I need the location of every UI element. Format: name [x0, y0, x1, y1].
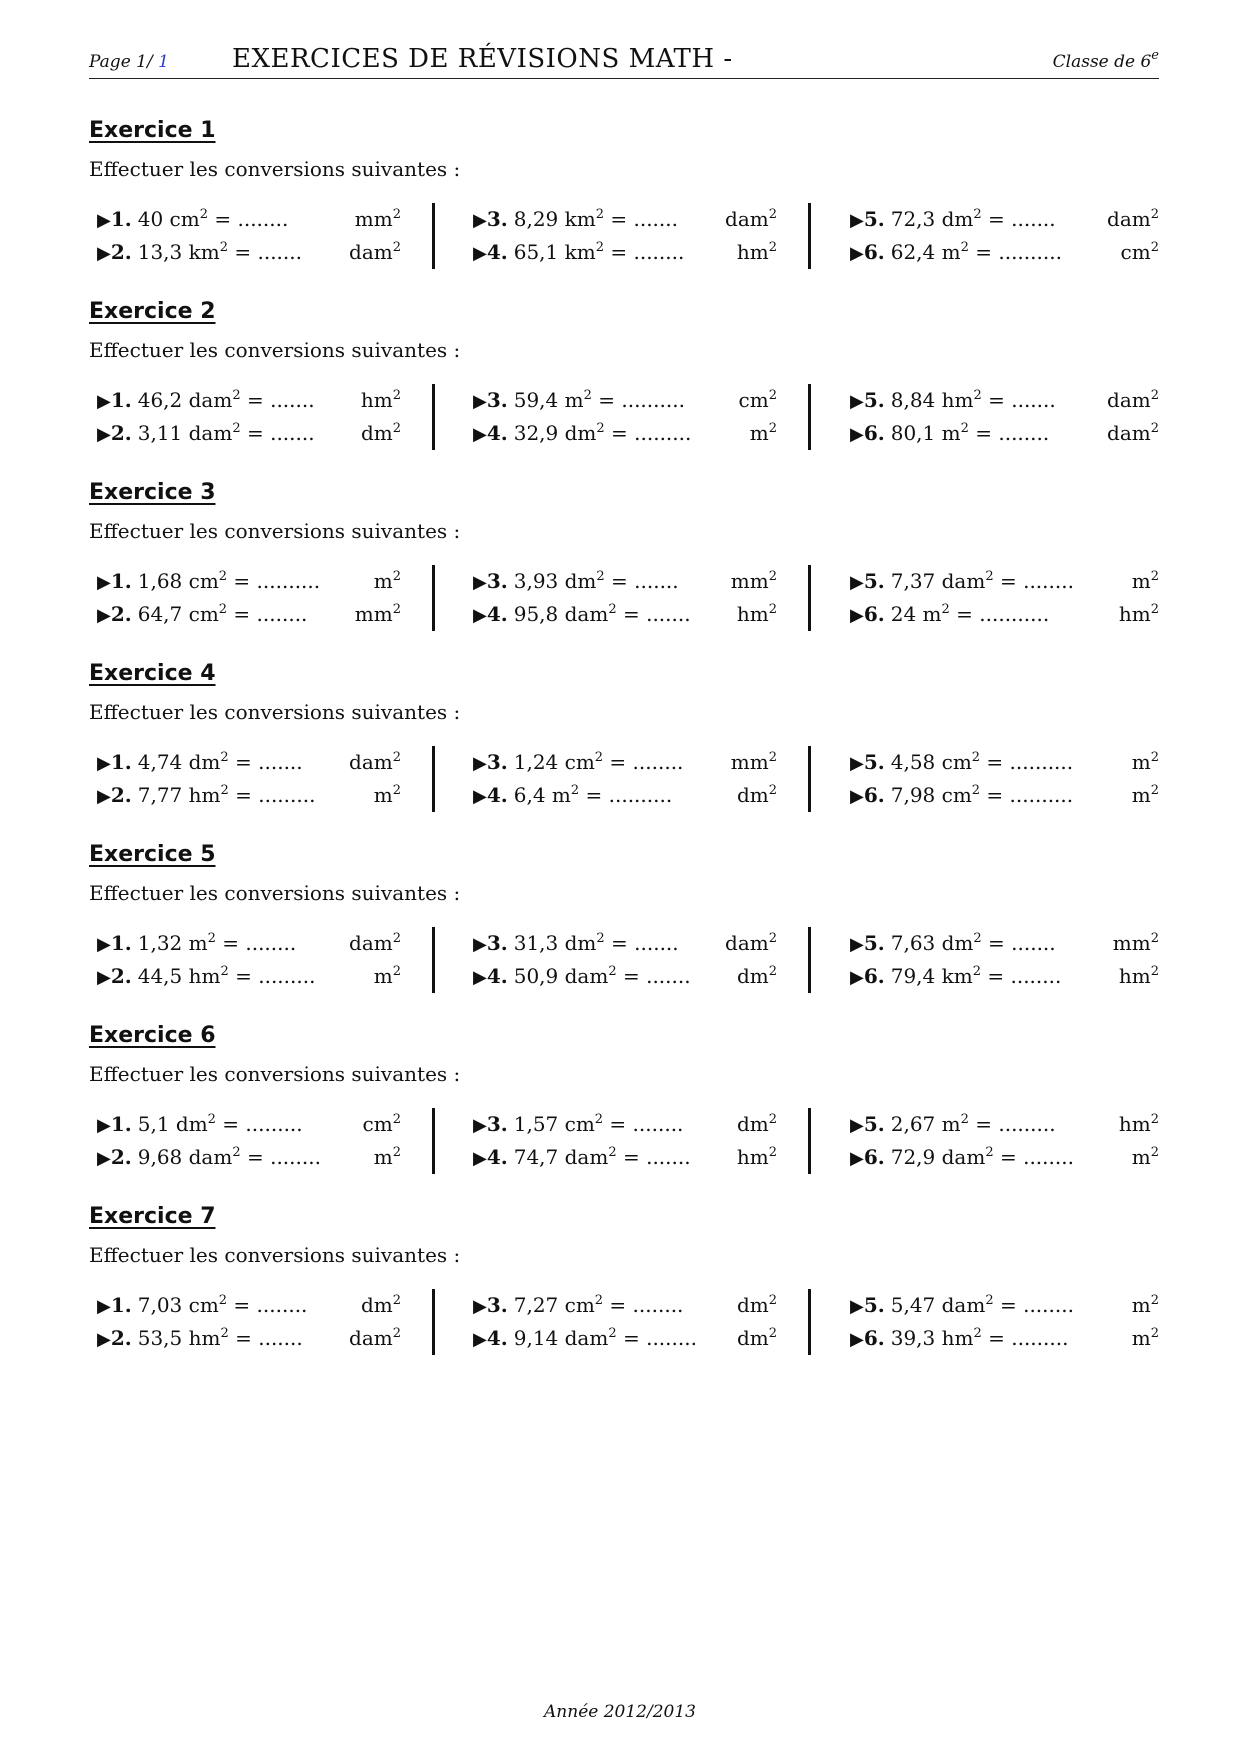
triangle-bullet-icon: ▶ — [473, 967, 487, 988]
conversion-item — [97, 1322, 401, 1355]
conversion-item — [850, 417, 1159, 450]
item-number: 1. — [110, 1112, 132, 1136]
class-label-text: Classe de 6 — [1052, 52, 1152, 72]
conversion-item — [850, 960, 1159, 993]
item-number: 4. — [486, 1145, 508, 1169]
item-number: 2. — [110, 1145, 132, 1169]
target-unit: $m^2$ — [1131, 569, 1159, 593]
conversion-column-3 — [850, 1108, 1159, 1174]
target-unit: $mm^2$ — [354, 602, 401, 626]
conversion-grid — [89, 1289, 1159, 1359]
conversion-column-2 — [473, 203, 777, 269]
conversion-expression: 80,1 $m^2$ = ........ — [890, 421, 1050, 445]
exercise-instruction: Effectuer les conversions suivantes : — [89, 1243, 461, 1267]
target-unit: $m^2$ — [373, 964, 401, 988]
triangle-bullet-icon: ▶ — [850, 934, 864, 955]
exercise-title: Exercice 2 — [89, 299, 216, 324]
exercise-instruction: Effectuer les conversions suivantes : — [89, 157, 461, 181]
conversion-item — [97, 598, 401, 631]
exercise-title: Exercice 3 — [89, 480, 216, 505]
triangle-bullet-icon: ▶ — [97, 424, 111, 445]
conversion-expression: 7,03 $cm^2$ = ........ — [137, 1293, 308, 1317]
triangle-bullet-icon: ▶ — [850, 391, 864, 412]
target-unit: $dm^2$ — [360, 421, 401, 445]
conversion-grid — [89, 384, 1159, 454]
triangle-bullet-icon: ▶ — [97, 1329, 111, 1350]
conversion-column-1 — [97, 384, 401, 450]
conversion-expression: 31,3 $dm^2$ = ....... — [513, 931, 679, 955]
target-unit: dam$^2$ — [1107, 207, 1159, 231]
triangle-bullet-icon: ▶ — [473, 1115, 487, 1136]
item-number: 5. — [863, 569, 885, 593]
column-separator-2 — [808, 384, 811, 450]
target-unit: dam$^2$ — [349, 240, 401, 264]
conversion-expression: 72,9 dam$^2$ = ........ — [890, 1145, 1074, 1169]
target-unit: $cm^2$ — [362, 1112, 401, 1136]
target-unit: $hm^2$ — [736, 1145, 777, 1169]
conversion-expression: 9,14 dam$^2$ = ........ — [513, 1326, 697, 1350]
target-unit: dam$^2$ — [1107, 388, 1159, 412]
target-unit: $mm^2$ — [1112, 931, 1159, 955]
column-separator-1 — [432, 565, 435, 631]
conversion-expression: 39,3 $hm^2$ = ......... — [890, 1326, 1069, 1350]
target-unit: $hm^2$ — [1118, 602, 1159, 626]
conversion-item — [97, 236, 401, 269]
target-unit: $mm^2$ — [730, 750, 777, 774]
triangle-bullet-icon: ▶ — [97, 572, 111, 593]
triangle-bullet-icon: ▶ — [473, 572, 487, 593]
conversion-expression: 7,63 $dm^2$ = ....... — [890, 931, 1056, 955]
conversion-item — [473, 1322, 777, 1355]
conversion-column-3 — [850, 927, 1159, 993]
conversion-expression: 7,98 $cm^2$ = .......... — [890, 783, 1074, 807]
triangle-bullet-icon: ▶ — [473, 753, 487, 774]
conversion-item — [473, 598, 777, 631]
conversion-expression: 64,7 $cm^2$ = ........ — [137, 602, 308, 626]
conversion-expression: 8,29 $km^2$ = ....... — [513, 207, 678, 231]
conversion-item — [473, 927, 777, 960]
triangle-bullet-icon: ▶ — [473, 786, 487, 807]
triangle-bullet-icon: ▶ — [97, 605, 111, 626]
item-number: 5. — [863, 931, 885, 955]
page-number — [89, 52, 169, 72]
item-number: 3. — [486, 207, 508, 231]
item-number: 2. — [110, 1326, 132, 1350]
conversion-expression: 3,11 dam$^2$ = ....... — [137, 421, 315, 445]
item-number: 2. — [110, 421, 132, 445]
triangle-bullet-icon: ▶ — [97, 753, 111, 774]
conversion-item — [97, 565, 401, 598]
item-number: 3. — [486, 1112, 508, 1136]
conversion-grid — [89, 1108, 1159, 1178]
column-separator-2 — [808, 203, 811, 269]
target-unit: $hm^2$ — [736, 240, 777, 264]
conversion-item — [850, 1141, 1159, 1174]
item-number: 1. — [110, 750, 132, 774]
exercise-5 — [89, 842, 1159, 997]
conversion-expression: 7,77 $hm^2$ = ......... — [137, 783, 316, 807]
column-separator-2 — [808, 746, 811, 812]
conversion-column-2 — [473, 384, 777, 450]
conversion-column-2 — [473, 1289, 777, 1355]
triangle-bullet-icon: ▶ — [97, 210, 111, 231]
conversion-item — [97, 960, 401, 993]
conversion-item — [97, 203, 401, 236]
conversion-column-1 — [97, 1289, 401, 1355]
triangle-bullet-icon: ▶ — [850, 605, 864, 626]
target-unit: $m^2$ — [373, 569, 401, 593]
target-unit: dam$^2$ — [349, 931, 401, 955]
target-unit: $m^2$ — [373, 1145, 401, 1169]
class-label — [1052, 48, 1159, 72]
target-unit: dam$^2$ — [725, 931, 777, 955]
target-unit: $m^2$ — [373, 783, 401, 807]
triangle-bullet-icon: ▶ — [850, 424, 864, 445]
item-number: 1. — [110, 207, 132, 231]
triangle-bullet-icon: ▶ — [97, 391, 111, 412]
triangle-bullet-icon: ▶ — [473, 1148, 487, 1169]
conversion-item — [850, 927, 1159, 960]
item-number: 5. — [863, 388, 885, 412]
conversion-expression: 79,4 $km^2$ = ........ — [890, 964, 1062, 988]
conversion-expression: 13,3 $km^2$ = ....... — [137, 240, 302, 264]
conversion-item — [850, 779, 1159, 812]
triangle-bullet-icon: ▶ — [850, 1148, 864, 1169]
conversion-expression: 44,5 $hm^2$ = ......... — [137, 964, 316, 988]
exercise-6 — [89, 1023, 1159, 1178]
triangle-bullet-icon: ▶ — [473, 391, 487, 412]
target-unit: $m^2$ — [1131, 750, 1159, 774]
column-separator-1 — [432, 384, 435, 450]
conversion-column-2 — [473, 565, 777, 631]
target-unit: $dm^2$ — [736, 1112, 777, 1136]
column-separator-1 — [432, 203, 435, 269]
conversion-item — [97, 927, 401, 960]
conversion-column-1 — [97, 1108, 401, 1174]
conversion-grid — [89, 927, 1159, 997]
item-number: 3. — [486, 931, 508, 955]
conversion-expression: 7,27 $cm^2$ = ........ — [513, 1293, 684, 1317]
item-number: 6. — [863, 240, 885, 264]
exercise-instruction: Effectuer les conversions suivantes : — [89, 519, 461, 543]
conversion-item — [473, 236, 777, 269]
conversion-expression: 4,74 $dm^2$ = ....... — [137, 750, 303, 774]
item-number: 4. — [486, 783, 508, 807]
target-unit: $hm^2$ — [1118, 1112, 1159, 1136]
exercise-4 — [89, 661, 1159, 816]
conversion-grid — [89, 565, 1159, 635]
conversion-item — [850, 1289, 1159, 1322]
triangle-bullet-icon: ▶ — [97, 786, 111, 807]
conversion-item — [473, 565, 777, 598]
column-separator-1 — [432, 1108, 435, 1174]
target-unit: $hm^2$ — [1118, 964, 1159, 988]
conversion-item — [473, 746, 777, 779]
conversion-item — [473, 384, 777, 417]
exercise-instruction: Effectuer les conversions suivantes : — [89, 881, 461, 905]
conversion-item — [473, 1108, 777, 1141]
item-number: 3. — [486, 388, 508, 412]
triangle-bullet-icon: ▶ — [97, 1148, 111, 1169]
conversion-expression: 5,47 dam$^2$ = ........ — [890, 1293, 1074, 1317]
conversion-expression: 59,4 $m^2$ = .......... — [513, 388, 685, 412]
conversion-column-3 — [850, 746, 1159, 812]
conversion-expression: 7,37 dam$^2$ = ........ — [890, 569, 1074, 593]
triangle-bullet-icon: ▶ — [850, 786, 864, 807]
triangle-bullet-icon: ▶ — [97, 967, 111, 988]
conversion-item — [850, 236, 1159, 269]
exercise-title: Exercice 5 — [89, 842, 216, 867]
item-number: 4. — [486, 964, 508, 988]
column-separator-1 — [432, 927, 435, 993]
triangle-bullet-icon: ▶ — [473, 424, 487, 445]
conversion-column-3 — [850, 565, 1159, 631]
column-separator-1 — [432, 746, 435, 812]
conversion-item — [97, 1289, 401, 1322]
exercise-title: Exercice 7 — [89, 1204, 216, 1229]
item-number: 3. — [486, 569, 508, 593]
conversion-item — [850, 565, 1159, 598]
triangle-bullet-icon: ▶ — [473, 210, 487, 231]
target-unit: $cm^2$ — [738, 388, 777, 412]
item-number: 4. — [486, 602, 508, 626]
item-number: 6. — [863, 602, 885, 626]
conversion-item — [97, 779, 401, 812]
item-number: 2. — [110, 240, 132, 264]
triangle-bullet-icon: ▶ — [97, 934, 111, 955]
column-separator-2 — [808, 1108, 811, 1174]
conversion-item — [97, 1108, 401, 1141]
target-unit: $dm^2$ — [736, 1293, 777, 1317]
conversion-expression: 32,9 $dm^2$ = ......... — [513, 421, 692, 445]
conversion-column-3 — [850, 1289, 1159, 1355]
conversion-grid — [89, 203, 1159, 273]
triangle-bullet-icon: ▶ — [473, 934, 487, 955]
conversion-expression: 46,2 dam$^2$ = ....... — [137, 388, 315, 412]
conversion-item — [850, 203, 1159, 236]
exercise-3 — [89, 480, 1159, 635]
item-number: 5. — [863, 750, 885, 774]
page-footer: Année 2012/2013 — [544, 1702, 696, 1722]
triangle-bullet-icon: ▶ — [850, 243, 864, 264]
conversion-expression: 1,24 $cm^2$ = ........ — [513, 750, 684, 774]
conversion-expression: 9,68 dam$^2$ = ........ — [137, 1145, 321, 1169]
exercise-2 — [89, 299, 1159, 454]
triangle-bullet-icon: ▶ — [473, 1296, 487, 1317]
conversion-expression: 5,1 $dm^2$ = ......... — [137, 1112, 303, 1136]
item-number: 4. — [486, 1326, 508, 1350]
triangle-bullet-icon: ▶ — [97, 1296, 111, 1317]
conversion-item — [97, 384, 401, 417]
target-unit: dam$^2$ — [349, 750, 401, 774]
item-number: 1. — [110, 569, 132, 593]
column-separator-1 — [432, 1289, 435, 1355]
conversion-item — [850, 384, 1159, 417]
conversion-expression: 50,9 dam$^2$ = ....... — [513, 964, 691, 988]
conversion-item — [850, 598, 1159, 631]
item-number: 2. — [110, 964, 132, 988]
item-number: 6. — [863, 964, 885, 988]
conversion-item — [473, 779, 777, 812]
conversion-expression: 2,67 $m^2$ = ......... — [890, 1112, 1056, 1136]
conversion-expression: 8,84 $hm^2$ = ....... — [890, 388, 1056, 412]
item-number: 6. — [863, 783, 885, 807]
target-unit: dam$^2$ — [725, 207, 777, 231]
conversion-item — [850, 746, 1159, 779]
exercise-title: Exercice 1 — [89, 118, 216, 143]
triangle-bullet-icon: ▶ — [850, 1115, 864, 1136]
triangle-bullet-icon: ▶ — [850, 210, 864, 231]
column-separator-2 — [808, 927, 811, 993]
item-number: 3. — [486, 1293, 508, 1317]
conversion-grid — [89, 746, 1159, 816]
item-number: 1. — [110, 931, 132, 955]
target-unit: $mm^2$ — [730, 569, 777, 593]
item-number: 6. — [863, 1145, 885, 1169]
triangle-bullet-icon: ▶ — [850, 1296, 864, 1317]
target-unit: $dm^2$ — [736, 783, 777, 807]
target-unit: $hm^2$ — [360, 388, 401, 412]
target-unit: $m^2$ — [1131, 1145, 1159, 1169]
target-unit: dam$^2$ — [349, 1326, 401, 1350]
item-number: 6. — [863, 1326, 885, 1350]
triangle-bullet-icon: ▶ — [850, 753, 864, 774]
item-number: 6. — [863, 421, 885, 445]
triangle-bullet-icon: ▶ — [850, 967, 864, 988]
conversion-item — [473, 1141, 777, 1174]
conversion-expression: 62,4 $m^2$ = .......... — [890, 240, 1062, 264]
conversion-expression: 53,5 $hm^2$ = ....... — [137, 1326, 303, 1350]
triangle-bullet-icon: ▶ — [473, 1329, 487, 1350]
conversion-column-1 — [97, 927, 401, 993]
conversion-column-2 — [473, 1108, 777, 1174]
conversion-expression: 1,57 $cm^2$ = ........ — [513, 1112, 684, 1136]
conversion-expression: 65,1 $km^2$ = ........ — [513, 240, 685, 264]
triangle-bullet-icon: ▶ — [850, 1329, 864, 1350]
class-label-sup: e — [1151, 48, 1159, 63]
item-number: 5. — [863, 1293, 885, 1317]
triangle-bullet-icon: ▶ — [97, 243, 111, 264]
triangle-bullet-icon: ▶ — [850, 572, 864, 593]
page-total-link[interactable]: 1 — [158, 52, 169, 72]
item-number: 1. — [110, 1293, 132, 1317]
item-number: 4. — [486, 240, 508, 264]
document-title: EXERCICES DE RÉVISIONS MATH - — [232, 44, 733, 74]
conversion-item — [850, 1322, 1159, 1355]
triangle-bullet-icon: ▶ — [473, 605, 487, 626]
exercise-1 — [89, 118, 1159, 273]
item-number: 3. — [486, 750, 508, 774]
exercise-title: Exercice 4 — [89, 661, 216, 686]
conversion-expression: 40 $cm^2$ = ........ — [137, 207, 289, 231]
conversion-item — [97, 746, 401, 779]
exercise-title: Exercice 6 — [89, 1023, 216, 1048]
exercise-instruction: Effectuer les conversions suivantes : — [89, 1062, 461, 1086]
target-unit: $dm^2$ — [736, 1326, 777, 1350]
target-unit: $m^2$ — [1131, 1326, 1159, 1350]
conversion-column-1 — [97, 565, 401, 631]
page-prefix: Page 1/ — [89, 52, 159, 72]
conversion-column-2 — [473, 746, 777, 812]
item-number: 4. — [486, 421, 508, 445]
conversion-item — [97, 417, 401, 450]
conversion-expression: 1,68 $cm^2$ = .......... — [137, 569, 321, 593]
item-number: 5. — [863, 1112, 885, 1136]
conversion-item — [850, 1108, 1159, 1141]
conversion-expression: 74,7 dam$^2$ = ....... — [513, 1145, 691, 1169]
conversion-item — [473, 1289, 777, 1322]
conversion-item — [473, 417, 777, 450]
target-unit: $m^2$ — [1131, 783, 1159, 807]
item-number: 2. — [110, 602, 132, 626]
exercise-7 — [89, 1204, 1159, 1359]
conversion-expression: 3,93 $dm^2$ = ....... — [513, 569, 679, 593]
triangle-bullet-icon: ▶ — [97, 1115, 111, 1136]
conversion-column-2 — [473, 927, 777, 993]
target-unit: $dm^2$ — [360, 1293, 401, 1317]
target-unit: $m^2$ — [1131, 1293, 1159, 1317]
target-unit: $dm^2$ — [736, 964, 777, 988]
conversion-expression: 72,3 $dm^2$ = ....... — [890, 207, 1056, 231]
column-separator-2 — [808, 1289, 811, 1355]
conversion-item — [473, 203, 777, 236]
conversion-column-3 — [850, 203, 1159, 269]
conversion-column-1 — [97, 746, 401, 812]
column-separator-2 — [808, 565, 811, 631]
conversion-expression: 1,32 $m^2$ = ........ — [137, 931, 297, 955]
conversion-expression: 24 $m^2$ = ........... — [890, 602, 1050, 626]
target-unit: $m^2$ — [749, 421, 777, 445]
target-unit: $mm^2$ — [354, 207, 401, 231]
conversion-expression: 4,58 $cm^2$ = .......... — [890, 750, 1074, 774]
target-unit: $hm^2$ — [736, 602, 777, 626]
conversion-item — [97, 1141, 401, 1174]
conversion-column-3 — [850, 384, 1159, 450]
target-unit: $cm^2$ — [1120, 240, 1159, 264]
conversion-item — [473, 960, 777, 993]
conversion-column-1 — [97, 203, 401, 269]
exercise-instruction: Effectuer les conversions suivantes : — [89, 338, 461, 362]
target-unit: dam$^2$ — [1107, 421, 1159, 445]
item-number: 1. — [110, 388, 132, 412]
page-header — [89, 44, 1159, 79]
exercise-instruction: Effectuer les conversions suivantes : — [89, 700, 461, 724]
triangle-bullet-icon: ▶ — [473, 243, 487, 264]
conversion-expression: 95,8 dam$^2$ = ....... — [513, 602, 691, 626]
item-number: 5. — [863, 207, 885, 231]
item-number: 2. — [110, 783, 132, 807]
conversion-expression: 6,4 $m^2$ = .......... — [513, 783, 673, 807]
